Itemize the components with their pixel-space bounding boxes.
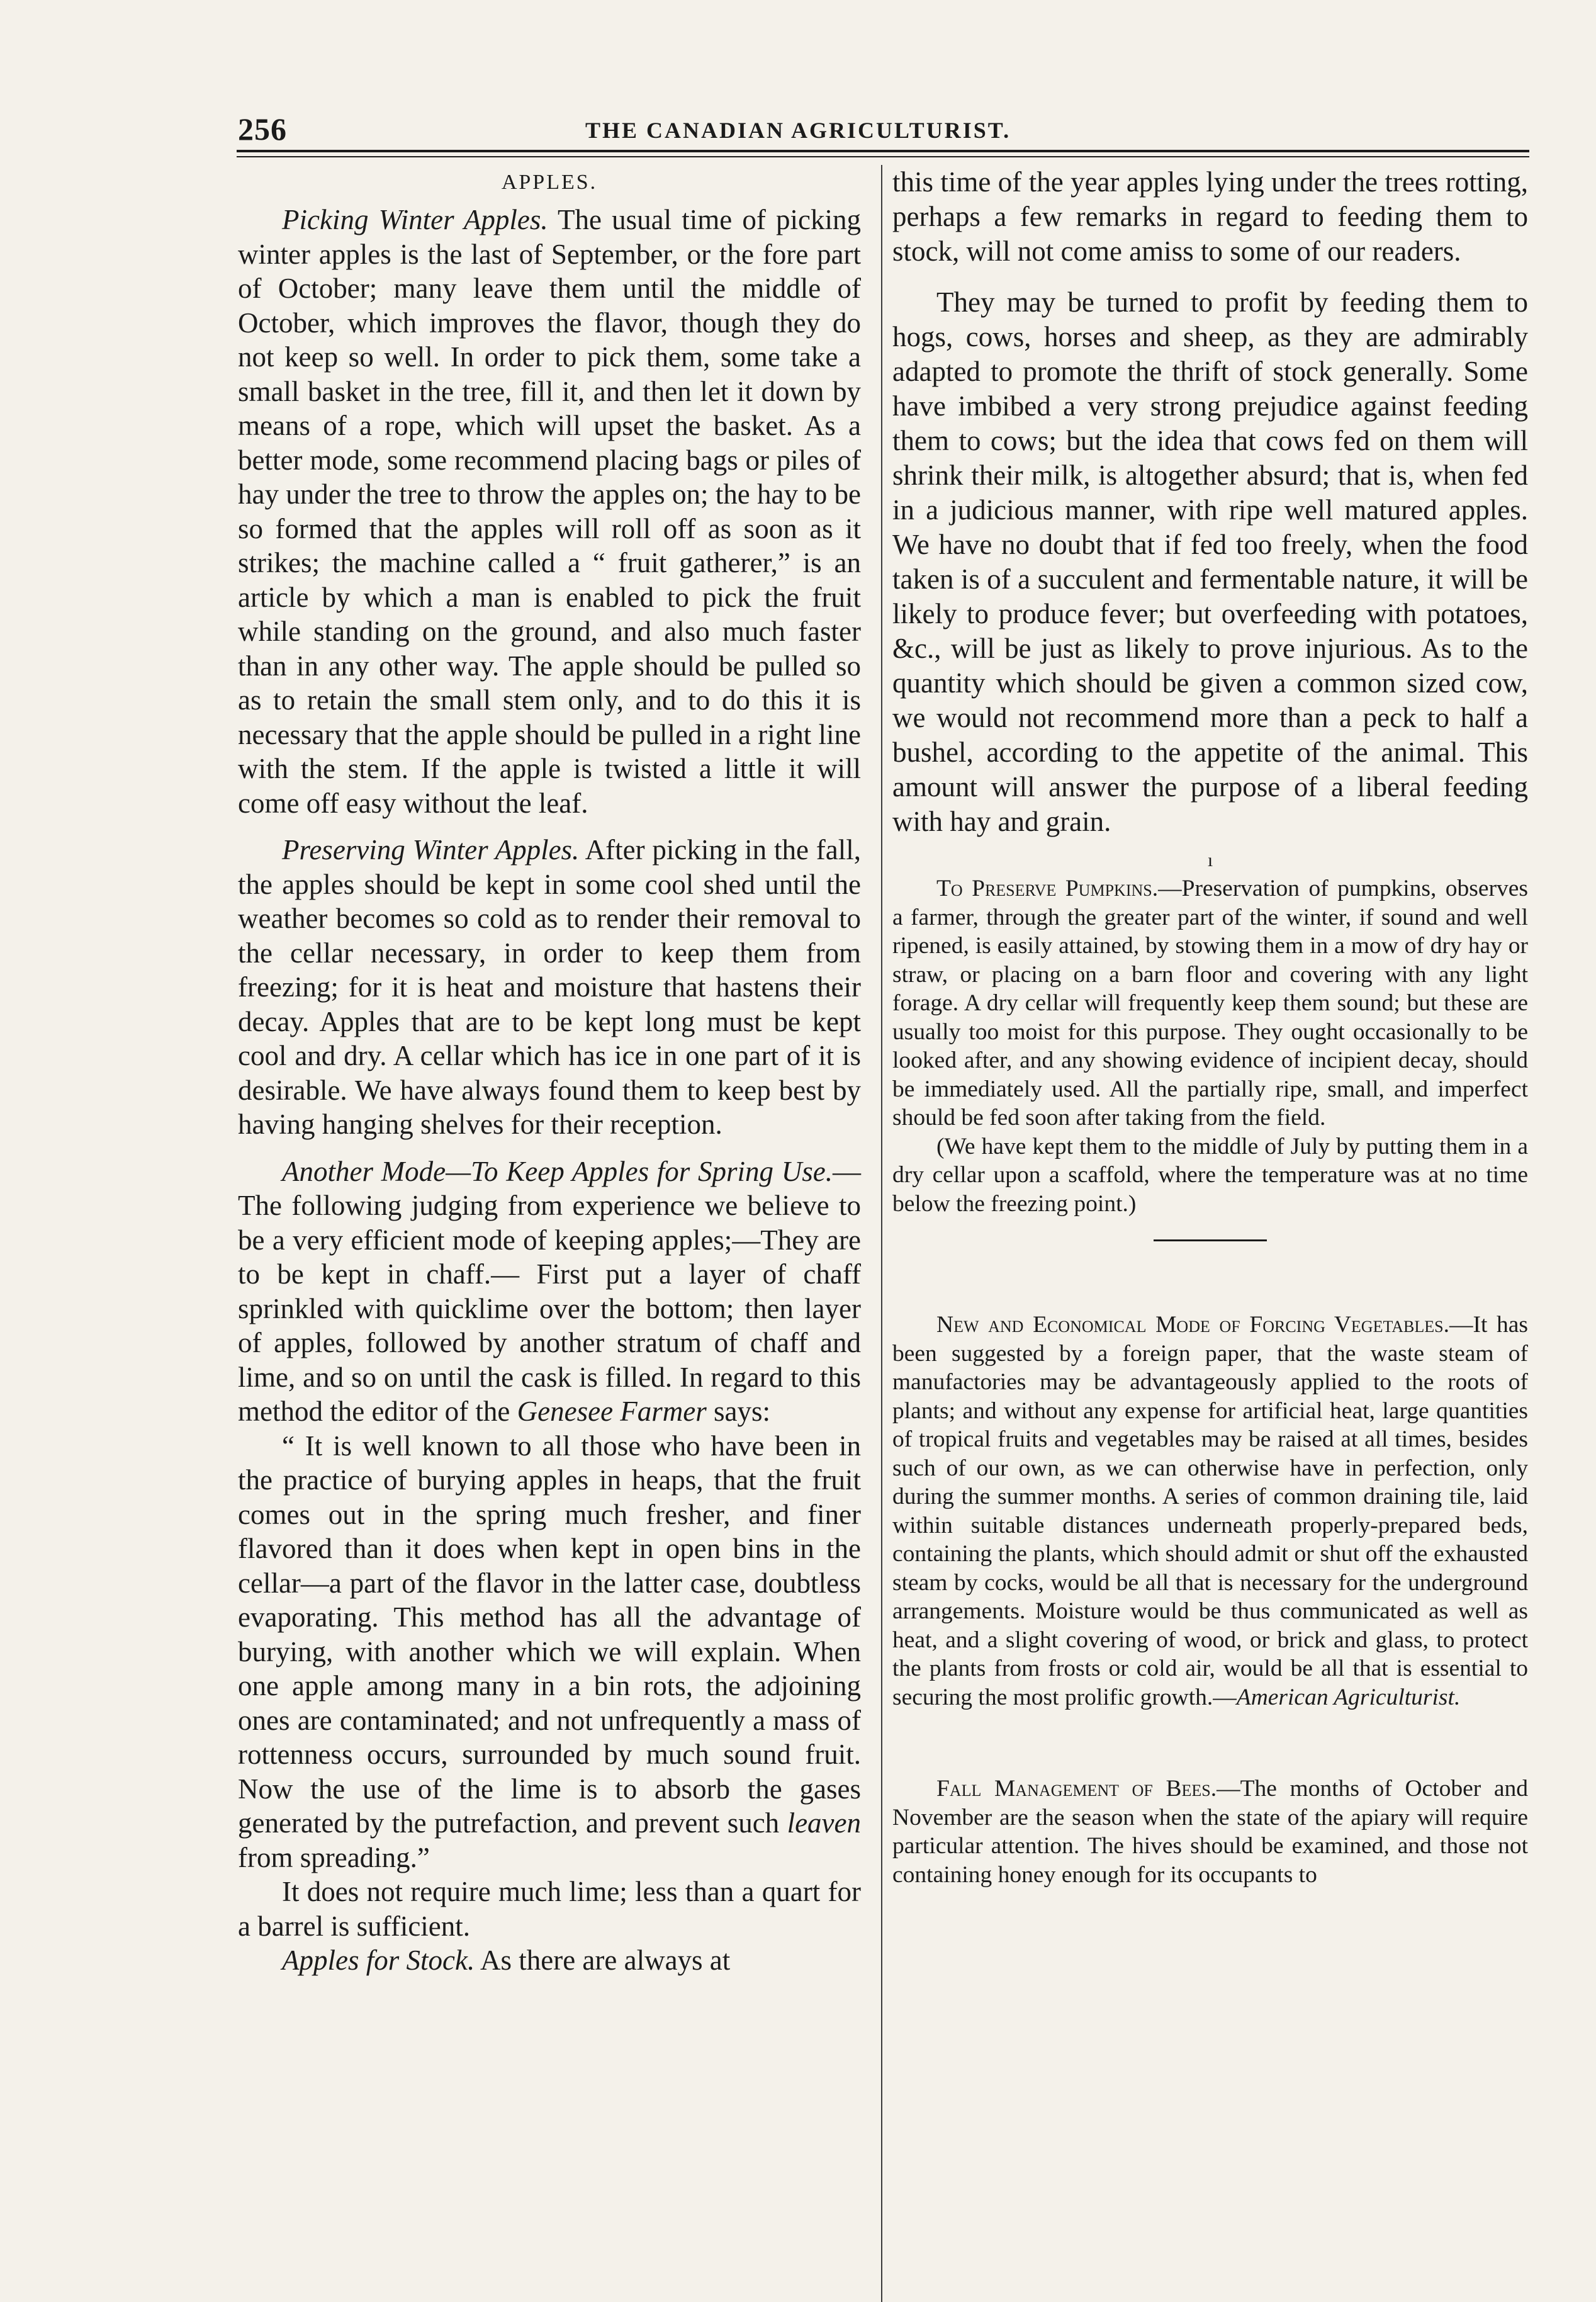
header-rule-thin bbox=[237, 156, 1529, 157]
text-apples-for-stock: As there are always at bbox=[475, 1944, 731, 1976]
paragraph-preserving-winter-apples bbox=[238, 833, 861, 1142]
heading-preserving-winter-apples: Preserving Winter Apples. bbox=[282, 834, 580, 866]
page-number: 256 bbox=[238, 111, 287, 147]
heading-picking-winter-apples: Picking Winter Apples. bbox=[282, 204, 548, 235]
text-forcing-vegetables: —It has been suggested by a foreign paper, that the waste steam of manufactories may be advantageously applied to the roots of plants; and without any expense for artificial heat, large quantities of tropical fruits and vegetables may be raised at all times, besides such of our own, as we can otherwise have in perfection, only during the summer months. A series of common draining tile, laid within suitable distances underneath properly-prepared beds, containing the plants, which should admit or shut off the exhausted steam by cocks, would be all that is necessary for the underground arrangements. Moisture would be thus communicated as well as heat, and a slight covering of wood, or brick and glass, to protect the plants from frosts or cold air, would be all that is essential to securing the most prolific growth.— bbox=[892, 1312, 1528, 1710]
text-preserving-winter-apples: After picking in the fall, the apples should be kept in some cool shed until the weather becomes so cold as to render their removal to the cellar necessary, in order to keep them from freezing; for it is heat and moisture that hastens their decay. Apples that are to be kept long must be kept cool and dry. A cellar which has ice in one part of it is desirable. We have always found them to keep best by having hanging shelves for their reception. bbox=[238, 834, 861, 1140]
section-title-apples: APPLES. bbox=[501, 171, 598, 194]
paragraph-preserve-pumpkins bbox=[892, 874, 1528, 1132]
text-quote-b: from spreading.” bbox=[238, 1841, 430, 1873]
source-american-agriculturist: American Agriculturist. bbox=[1236, 1684, 1461, 1710]
section-divider bbox=[1154, 1239, 1267, 1241]
paragraph-fall-bees bbox=[892, 1774, 1528, 1889]
heading-another-mode: Another Mode—To Keep Apples for Spring Use. bbox=[282, 1155, 833, 1187]
left-column bbox=[238, 165, 861, 1978]
right-column bbox=[892, 165, 1528, 1889]
text-another-mode-b: says: bbox=[706, 1396, 771, 1427]
paragraph-apples-for-stock bbox=[238, 1943, 861, 1978]
text-fall-bees: —The months of October and November are the season when the state of the apiary will require particular attention. The hives should be examined, and those not containing honey enough for its occupants to bbox=[892, 1776, 1528, 1888]
text-quote-a: “ It is well known to all those who have been in the practice of burying apples in heaps, that the fruit comes out in the spring much fresher, and finer flavored than it does when kept in open bins in the cellar—a part of the flavor in the latter case, doubtless evaporating. This method has all the advantage of burying, with another which we will explain. When one apple among many in a bin rots, the adjoining ones are contaminated; and not unfrequently a mass of rottenness occurs, surrounded by much sound fruit. Now the use of the lime is to absorb the gases generated by the putrefaction, and prevent such bbox=[238, 1430, 861, 1839]
heading-forcing-vegetables: New and Economical Mode of Forcing Vegetables. bbox=[936, 1312, 1449, 1338]
paragraph-quote bbox=[238, 1429, 861, 1875]
source-genesee-farmer: Genesee Farmer bbox=[517, 1396, 707, 1427]
heading-fall-bees: Fall Management of Bees. bbox=[936, 1776, 1217, 1802]
text-picking-winter-apples: The usual time of picking winter apples is the last of September, or the fore part of October; many leave them until the middle of October, which improves the flavor, though they do not keep so well. In order to pick them, some take a small basket in the tree, fill it, and then let it down by means of a rope, which will upset the basket. As a better mode, some recommend placing bags or piles of hay under the tree to throw the apples on; the hay to be so formed that the apples will roll off as soon as it strikes; the machine called a “ fruit gatherer,” is an article by which a man is enabled to pick the fruit while standing on the ground, and also much faster than in any other way. The apple should be pulled so as to retain the small stem only, and to do this it is necessary that the apple should be pulled in a right line with the stem. If the apple is twisted a little it will come off easy without the leaf. bbox=[238, 204, 861, 819]
heading-preserve-pumpkins: To Preserve Pumpkins. bbox=[936, 876, 1159, 901]
header-rule-thick bbox=[237, 150, 1529, 152]
text-preserve-pumpkins: —Preservation of pumpkins, observes a farmer, through the greater part of the winter, if sound and well ripened, is easily attained, by stowing them in a mow of dry hay or straw, or placing on a barn floor and covering with any light forage. A dry cellar will frequently keep them sound; but these are usually too moist for this purpose. They ought occasionally to be looked after, and any showing evidence of incipient decay, should be immediately used. All the partially ripe, small, and imperfect should be fed soon after taking from the field. bbox=[892, 876, 1529, 1131]
paragraph-picking-winter-apples bbox=[238, 203, 861, 820]
paragraph-pumpkins-note: (We have kept them to the middle of July by putting them in a dry cellar upon a scaffold, where the temperature was at no time below the freezing point.) bbox=[892, 1133, 1528, 1217]
ornament-mark: ı bbox=[1207, 850, 1213, 871]
heading-apples-for-stock: Apples for Stock. bbox=[282, 1944, 475, 1976]
text-another-mode-a: —The following judging from experience we believe to be a very efficient mode of keeping apples;—They are to be kept in chaff.— First put a layer of chaff sprinkled with quicklime over the bottom; then layer of apples, followed by another stratum of chaff and lime, and so on until the cask is filled. In regard to this method the editor of the bbox=[238, 1155, 861, 1427]
column-divider bbox=[881, 165, 882, 2302]
running-head: THE CANADIAN AGRICULTURIST. bbox=[585, 118, 1011, 143]
paragraph-forcing-vegetables bbox=[892, 1311, 1528, 1712]
paragraph-stock-feeding: They may be turned to profit by feeding them to hogs, cows, horses and sheep, as they are admirably adapted to promote the thrift of stock generally. Some have imbibed a very strong prejudice against feeding them to cows; but the idea that cows fed on them will shrink their milk, is altogether absurd; that is, when fed in a judicious manner, with ripe well matured apples. We have no doubt that if fed too freely, when the food taken is of a succulent and fermentable nature, it will be likely to produce fever; but overfeeding with potatoes, &c., will be just as likely to prove injurious. As to the quantity which should be given a common sized cow, we would not recommend more than a peck to half a bushel, according to the appetite of the animal. This amount will answer the purpose of a liberal feeding with hay and grain. bbox=[892, 286, 1528, 837]
paragraph-stock-continued: this time of the year apples lying under the trees rotting, perhaps a few remarks in regard to feeding them to stock, will not come amiss to some of our readers. bbox=[892, 166, 1528, 267]
paragraph-lime-note: It does not require much lime; less than a quart for a barrel is sufficient. bbox=[238, 1876, 861, 1942]
italic-leaven: leaven bbox=[787, 1807, 861, 1839]
paragraph-another-mode bbox=[238, 1154, 861, 1429]
